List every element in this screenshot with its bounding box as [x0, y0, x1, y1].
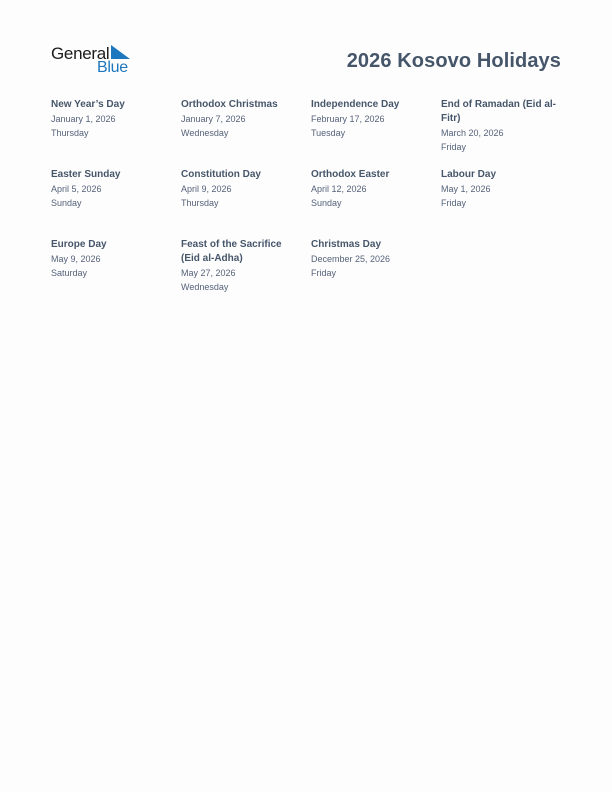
holiday-date: February 17, 2026	[311, 114, 385, 124]
holiday-item	[441, 168, 571, 238]
holiday-date: April 12, 2026	[311, 184, 367, 194]
holiday-item	[181, 168, 311, 238]
logo-text-blue: Blue	[97, 59, 128, 76]
holiday-date: May 1, 2026	[441, 184, 491, 194]
holiday-weekday: Thursday	[181, 198, 219, 208]
holiday-date: May 9, 2026	[51, 254, 101, 264]
logo-text-general: General	[51, 44, 110, 63]
holiday-weekday: Wednesday	[181, 282, 229, 292]
holiday-weekday: Friday	[311, 268, 337, 278]
holiday-name: Easter Sunday	[51, 169, 121, 180]
holiday-item	[51, 238, 181, 308]
holiday-name: Independence Day	[311, 99, 400, 110]
holiday-name: End of Ramadan (Eid al-Fitr)	[441, 99, 557, 124]
holiday-item	[181, 238, 311, 308]
holiday-weekday: Wednesday	[181, 128, 229, 138]
holiday-name: New Year’s Day	[51, 99, 125, 110]
holiday-date: March 20, 2026	[441, 128, 504, 138]
holiday-weekday: Friday	[441, 142, 467, 152]
holiday-weekday: Thursday	[51, 128, 89, 138]
holiday-item	[51, 168, 181, 238]
holiday-item	[311, 98, 441, 168]
holiday-weekday: Sunday	[311, 198, 342, 208]
holiday-date: December 25, 2026	[311, 254, 391, 264]
holiday-weekday: Sunday	[51, 198, 82, 208]
holiday-weekday: Saturday	[51, 268, 88, 278]
holiday-item	[311, 238, 441, 308]
holiday-item	[51, 98, 181, 168]
holiday-name: Europe Day	[51, 239, 107, 250]
holiday-item	[181, 98, 311, 168]
holiday-name: Orthodox Easter	[311, 169, 390, 180]
holiday-name: Constitution Day	[181, 169, 261, 180]
holiday-date: January 1, 2026	[51, 114, 116, 124]
page-title: 2026 Kosovo Holidays	[346, 50, 561, 72]
holiday-date: January 7, 2026	[181, 114, 246, 124]
logo-triangle-icon	[111, 45, 130, 59]
holiday-name: Feast of the Sacrifice (Eid al-Adha)	[181, 239, 282, 264]
holiday-name: Christmas Day	[311, 239, 382, 250]
holiday-date: April 9, 2026	[181, 184, 232, 194]
holiday-date: May 27, 2026	[181, 268, 236, 278]
holiday-grid	[51, 98, 571, 308]
holiday-item	[441, 98, 571, 168]
holiday-name: Orthodox Christmas	[181, 99, 278, 110]
holiday-name: Labour Day	[441, 169, 497, 180]
holiday-date: April 5, 2026	[51, 184, 102, 194]
brand-logo	[51, 44, 137, 78]
holiday-item	[311, 168, 441, 238]
holiday-weekday: Friday	[441, 198, 467, 208]
holiday-weekday: Tuesday	[311, 128, 346, 138]
